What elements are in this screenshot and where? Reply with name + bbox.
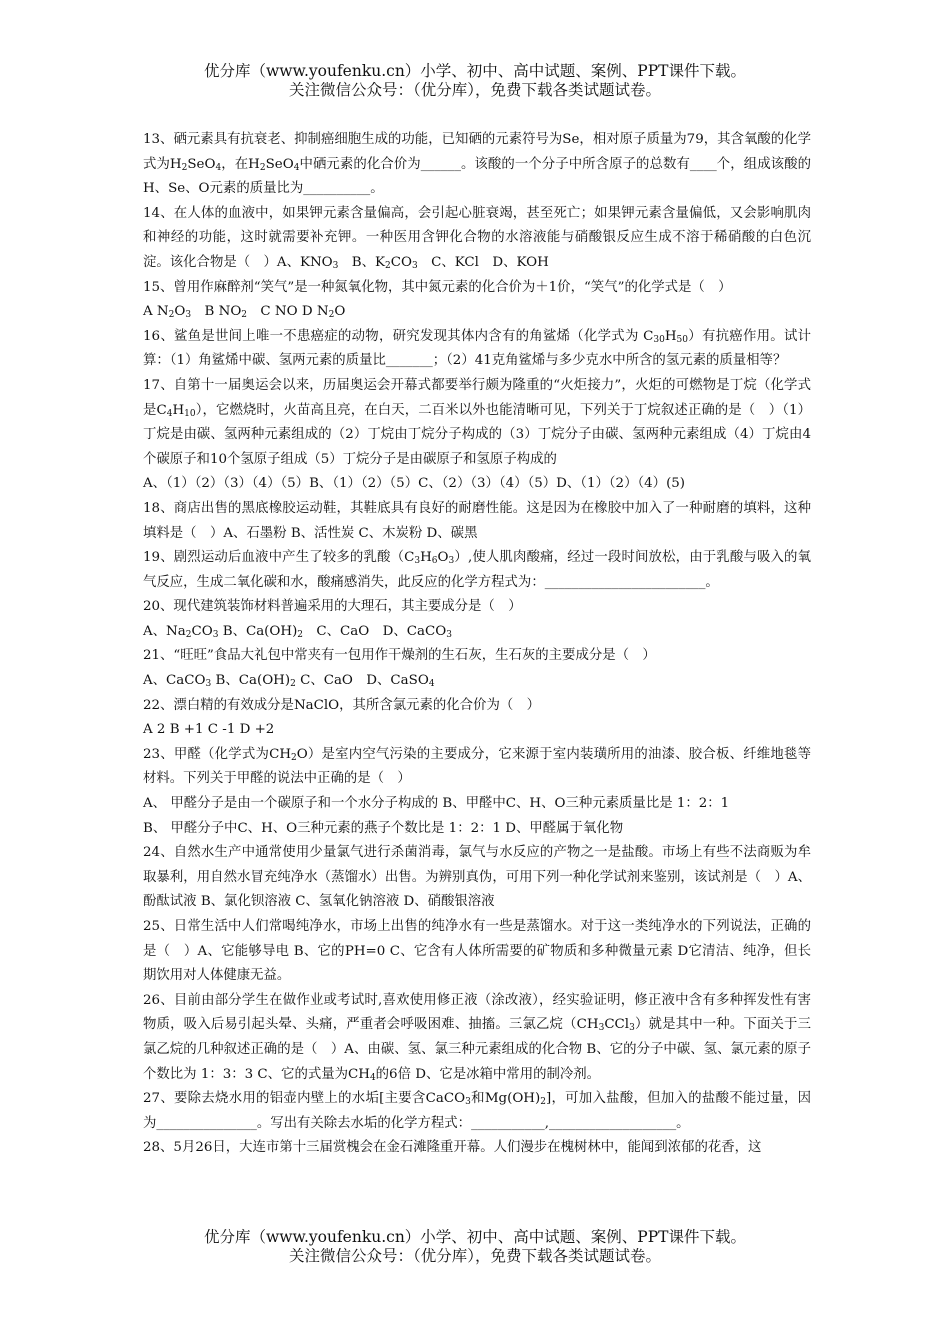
question-paragraph: 19、剧烈运动后血液中产生了较多的乳酸$(C_3H_6O_3)$,使人肌肉酸痛，经过一段时间放松，由于乳酸与吸入的氧气反应，生成二氧化碳和水，酸痛感消失，此反应的化学方程式为：________________________。: [143, 550, 811, 590]
footer-line-1: 优分库（www.youfenku.cn）小学、初中、高中试题、案例、PPT课件下载。: [203, 1228, 747, 1246]
question-paragraph: A 2 B +1 C -1 D +2: [143, 722, 275, 738]
question-paragraph: A、 甲醛分子是由一个碳原子和一个水分子构成的 B、甲醛中C、H、O三种元素质量比是 1：2：1: [143, 796, 730, 812]
question-paragraph: A、（1）（2）（3）（4）（5）B、（1）（2）（5）C、（2）（3）（4）（5）D、（1）（2）（4）(5): [143, 476, 686, 492]
question-paragraph: 14、在人体的血液中，如果钾元素含量偏高，会引起心脏衰竭，甚至死亡；如果钾元素含量偏低，又会影响肌肉和神经的功能，这时就需要补充钾。一种医用含钾化合物的水溶液能与硝酸银反应生成不溶于稀硝酸的白色沉淀。该化合物是（ ）A、$KNO_3$ B、$K_2CO_3$ C、KCl D、KOH: [143, 205, 811, 271]
question-paragraph: A、$Na_2CO_3$ B、$Ca(OH)_2$ C、CaO D、CaCO$_3$: [143, 623, 452, 640]
header-line-2: 关注微信公众号：（优分库），免费下载各类试题试卷。: [288, 81, 661, 99]
question-paragraph: 15、曾用作麻醉剂“笑气”是一种氮氧化物，其中氮元素的化合价为＋1价，“笑气”的化学式是（ ）: [143, 279, 732, 295]
question-paragraph: 17、自第十一届奥运会以来，历届奥运会开幕式都要举行颇为隆重的“火炬接力”，火炬的可燃物是丁烷（化学式是$C_4H_{10}$），它燃烧时，火苗高且亮，在白天，二百米以外也能清晰可见，下列关于丁烷叙述正确的是（ ）（1）丁烷是由碳、氢两种元素组成的（2）丁烷由丁烷分子构成的（3）丁烷分子由碳、氢两种元素组成（4）丁烷由4个碳原子和10个氢原子组成（5）丁烷分子是由碳原子和氢原子构成的: [143, 377, 811, 467]
question-paragraph: 28、5月26日，大连市第十三届赏槐会在金石滩隆重开幕。人们漫步在槐树林中，能闻到浓郁的花香，这: [143, 1140, 762, 1156]
question-paragraph: 16、鲨鱼是世间上唯一不患癌症的动物，研究发现其体内含有的角鲨烯（化学式为 $C_{30}H_{50}$）有抗癌作用。试计算：（1）角鲨烯中碳、氢两元素的质量比_______；（2）41克角鲨烯与多少克水中所含的氢元素的质量相等？: [143, 328, 811, 369]
question-paragraph: 24、自然水生产中通常使用少量氯气进行杀菌消毒，氯气与水反应的产物之一是盐酸。市场上有些不法商贩为牟取暴利，用自然水冒充纯净水（蒸馏水）出售。为辨别真伪，可用下列一种化学试剂来鉴别，该试剂是（ ）A、酚酞试液 B、氯化钡溶液 C、氢氧化钠溶液 D、硝酸银溶液: [143, 845, 811, 910]
page-footer: [0, 1228, 950, 1266]
footer-line-2: 关注微信公众号：（优分库），免费下载各类试题试卷。: [288, 1247, 661, 1265]
question-list: [143, 128, 811, 1161]
question-paragraph: 25、日常生活中人们常喝纯净水，市场上出售的纯净水有一些是蒸馏水。对于这一类纯净水的下列说法，正确的是（ ）A、它能够导电 B、它的PH=0 C、它含有人体所需要的矿物质和多种微量元素 D它清洁、纯净，但长期饮用对人体健康无益。: [143, 919, 811, 984]
question-paragraph: A、CaCO$_3$ B、$Ca(OH)_2$ C、CaO D、CaSO$_4$: [143, 673, 435, 690]
question-paragraph: 20、现代建筑装饰材料普遍采用的大理石，其主要成分是（ ）: [143, 599, 522, 615]
question-paragraph: 18、商店出售的黑底橡胶运动鞋，其鞋底具有良好的耐磨性能。这是因为在橡胶中加入了一种耐磨的填料，这种填料是（ ）A、石墨粉 B、活性炭 C、木炭粉 D、碳黑: [143, 500, 811, 541]
question-paragraph: 23、甲醛（化学式为$CH_2O$）是室内空气污染的主要成分，它来源于室内装璜所用的油漆、胶合板、纤维地毯等材料。下列关于甲醛的说法中正确的是（ ）: [143, 746, 811, 787]
header-line-1: 优分库（www.youfenku.cn）小学、初中、高中试题、案例、PPT课件下载。: [203, 62, 747, 80]
question-paragraph: 26、目前由部分学生在做作业或考试时,喜欢使用修正液（涂改液），经实验证明，修正液中含有多种挥发性有害物质，吸入后易引起头晕、头痛，严重者会呼吸困难、抽搐。三氯乙烷$(CH_3CCl_3)$就是其中一种。下面关于三氯乙烷的几种叙述正确的是（ ）A、由碳、氢、氯三种元素组成的化合物 B、它的分子中碳、氢、氯元素的原子个数比为 1：3：3 C、它的式量为$CH_4$的6倍 D、它是冰箱中常用的制冷剂。: [143, 992, 811, 1083]
question-paragraph: 13、硒元素具有抗衰老、抑制癌细胞生成的功能，已知硒的元素符号为Se，相对原子质量为79，其含氧酸的化学式为$H_2SeO_4$，在$H_2SeO_4$中硒元素的化合价为______。该酸的一个分子中所含原子的总数有____个，组成该酸的H、Se、O元素的质量比为__________。: [143, 132, 811, 197]
page-header: [0, 62, 950, 100]
question-paragraph: 22、漂白精的有效成分是NaClO，其所含氯元素的化合价为（ ）: [143, 697, 541, 713]
question-paragraph: A $N_2O_3$ B $NO_2$ C NO D $N_2O$: [143, 304, 346, 321]
question-paragraph: 27、要除去烧水用的铝壶内壁上的水垢[主要含CaCO$_3$和$Mg(OH)_2$]，可加入盐酸，但加入的盐酸不能过量，因为_______________。写出有关除去水垢的化学方程式：___________,___________________。: [143, 1091, 812, 1131]
question-paragraph: B、 甲醛分子中C、H、O三种元素的燕子个数比是 1：2：1 D、甲醛属于氧化物: [143, 820, 624, 836]
question-paragraph: 21、“旺旺”食品大礼包中常夹有一包用作干燥剂的生石灰，生石灰的主要成分是（ ）: [143, 648, 656, 664]
